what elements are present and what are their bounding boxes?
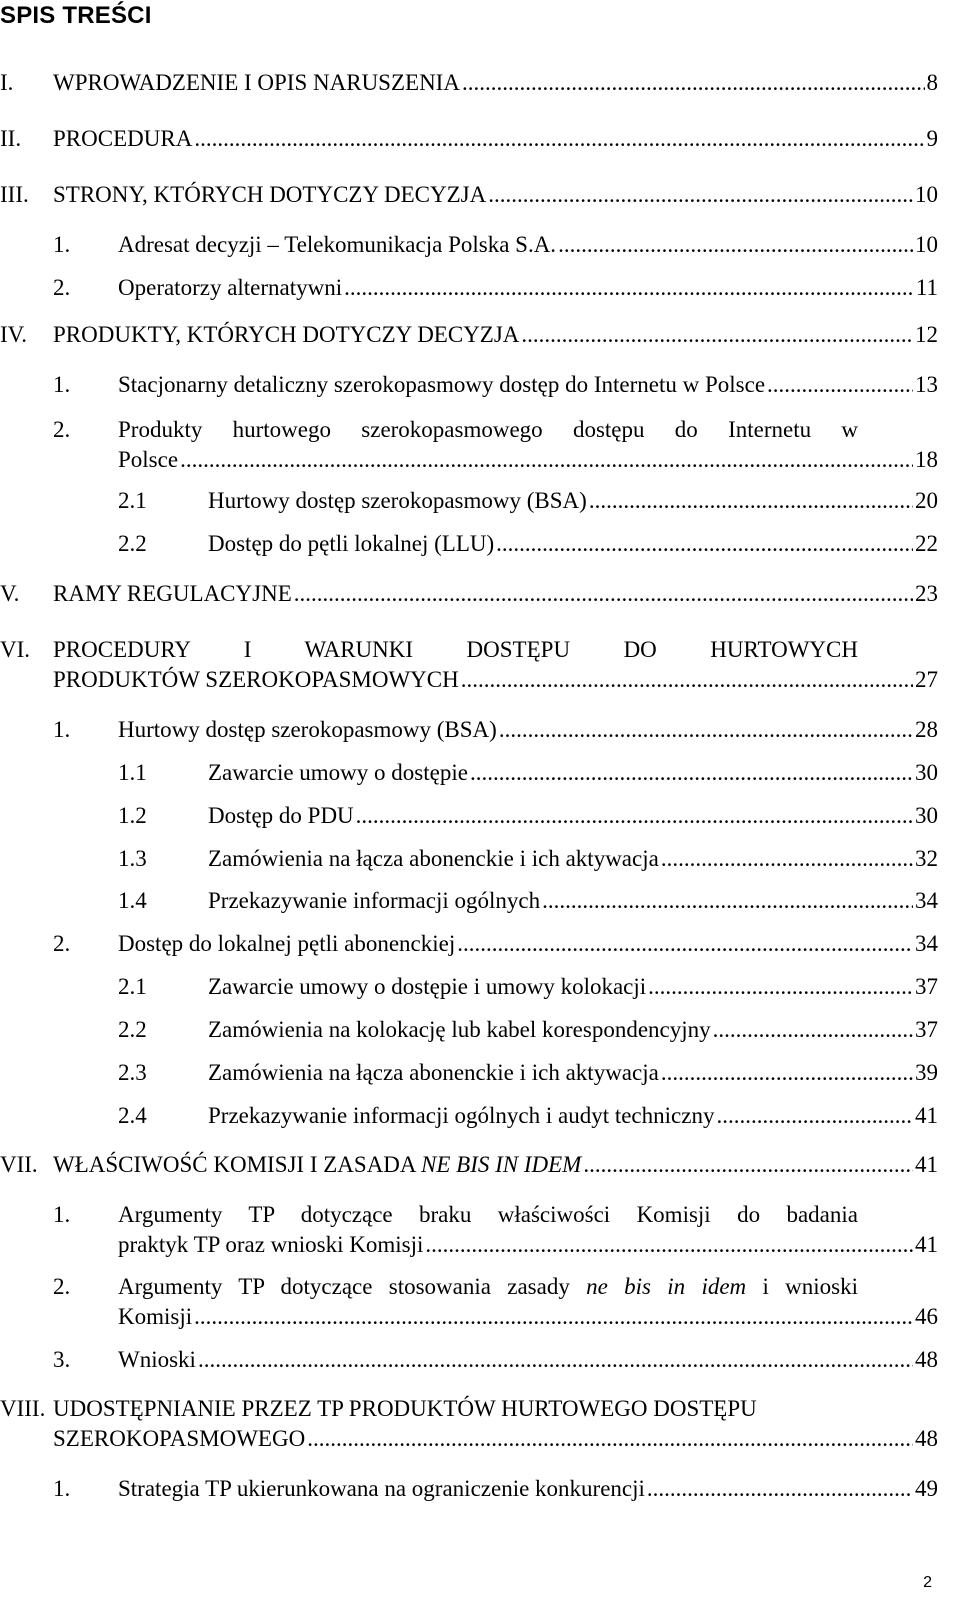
toc-number: 2.2 — [118, 1017, 147, 1042]
toc-page: 37 — [915, 1017, 938, 1042]
toc-title-continued: PRODUKTÓW SZEROKOPASMOWYCH — [53, 667, 459, 692]
toc-page: 41 — [915, 1152, 938, 1177]
toc-number: 2.2 — [118, 531, 147, 556]
toc-leader — [499, 715, 913, 745]
toc-leader — [470, 758, 913, 788]
toc-title: Zawarcie umowy o dostępie i umowy kolokacji — [208, 974, 647, 999]
toc-page: 20 — [915, 488, 938, 513]
toc-page: 18 — [915, 447, 938, 472]
toc-entry[interactable] — [0, 1394, 938, 1456]
toc-number: 1. — [53, 1202, 71, 1227]
toc-title: Stacjonarny detaliczny szerokopasmowy dostęp do Internetu w Polsce — [118, 372, 766, 397]
toc-number: VII. — [0, 1152, 38, 1177]
toc-number: 1. — [53, 372, 71, 397]
toc-leader — [198, 1345, 913, 1375]
toc-page: 9 — [926, 126, 938, 151]
toc-number: 1.1 — [118, 760, 147, 785]
toc-entry[interactable] — [53, 1272, 938, 1334]
toc-number: 1.2 — [118, 803, 147, 828]
toc-number: III. — [0, 182, 29, 207]
toc-leader — [542, 886, 913, 916]
toc-title — [118, 1272, 858, 1302]
toc-page: 48 — [915, 1347, 938, 1372]
toc-number: 2.3 — [118, 1060, 147, 1085]
toc-title-plain: Argumenty TP dotyczące stosowania zasady — [118, 1274, 587, 1299]
toc-title: Strategia TP ukierunkowana na ograniczenie konkurencji — [118, 1476, 645, 1501]
toc-leader — [180, 445, 913, 475]
toc-leader — [344, 273, 914, 303]
toc-title: Dostęp do pętli lokalnej (LLU) — [208, 531, 495, 556]
toc-leader — [356, 801, 913, 831]
toc-leader — [425, 1230, 913, 1260]
toc-title: Produkty hurtowego szerokopasmowego dostępu do Internetu w — [118, 417, 858, 442]
toc-page: 11 — [915, 275, 938, 300]
toc-leader — [661, 1058, 913, 1088]
toc-title: Zamówienia na kolokację lub kabel korespondencyjny — [208, 1017, 711, 1042]
toc-page: 41 — [915, 1232, 938, 1257]
toc-page: 30 — [915, 760, 938, 785]
toc-title: Dostęp do lokalnej pętli abonenckiej — [118, 931, 456, 956]
toc-number: 2.1 — [118, 974, 147, 999]
toc-entry[interactable] — [53, 1200, 938, 1262]
toc-number: I. — [0, 70, 14, 95]
toc-title: Dostęp do PDU — [208, 803, 354, 828]
toc-number: V. — [0, 581, 20, 606]
toc-title: Zawarcie umowy o dostępie — [208, 760, 468, 785]
toc-title: Przekazywanie informacji ogólnych i audyt techniczny — [208, 1103, 715, 1128]
toc-leader — [307, 1424, 913, 1454]
toc-entry[interactable] — [0, 635, 938, 697]
toc-number: 1. — [53, 232, 71, 257]
toc-title: Zamówienia na łącza abonenckie i ich aktywacja — [208, 846, 659, 871]
toc-number: 1. — [53, 717, 71, 742]
toc-number: 2.1 — [118, 488, 147, 513]
toc-title-italic: NE BIS IN IDEM — [421, 1152, 582, 1177]
toc-leader — [194, 1302, 913, 1332]
toc-number: 1.4 — [118, 888, 147, 913]
toc-leader — [496, 529, 913, 559]
toc-leader — [648, 972, 913, 1002]
toc-title: Argumenty TP dotyczące braku właściwości Komisji do badania — [118, 1202, 858, 1227]
toc-page: 39 — [915, 1060, 938, 1085]
toc-leader — [647, 1474, 913, 1504]
toc-leader — [462, 68, 925, 98]
toc-page: 46 — [915, 1304, 938, 1329]
toc-title: WPROWADZENIE I OPIS NARUSZENIA — [53, 70, 460, 95]
toc-page: 37 — [915, 974, 938, 999]
toc-page: 48 — [915, 1426, 938, 1451]
toc-number: 1.3 — [118, 846, 147, 871]
toc-leader — [558, 230, 913, 260]
toc-number: VI. — [0, 637, 31, 662]
toc-number: 2.4 — [118, 1103, 147, 1128]
toc-number: 1. — [53, 1476, 71, 1501]
toc-page: 8 — [926, 70, 938, 95]
toc-leader — [461, 665, 913, 695]
toc-number: 2. — [53, 417, 71, 442]
toc-leader — [194, 124, 924, 154]
toc-leader — [583, 1150, 913, 1180]
toc-number: 2. — [53, 275, 71, 300]
toc-leader — [589, 486, 913, 516]
toc-page: 30 — [915, 803, 938, 828]
toc-title: Hurtowy dostęp szerokopasmowy (BSA) — [208, 488, 587, 513]
toc-leader — [488, 180, 913, 210]
toc-title: RAMY REGULACYJNE — [53, 581, 292, 606]
toc-page: 22 — [915, 531, 938, 556]
toc-leader — [457, 929, 913, 959]
toc-page: 10 — [915, 182, 938, 207]
toc-title-continued: Polsce — [118, 447, 179, 472]
toc-title: Zamówienia na łącza abonenckie i ich aktywacja — [208, 1060, 659, 1085]
toc-page: 27 — [915, 667, 938, 692]
toc-title: Hurtowy dostęp szerokopasmowy (BSA) — [118, 717, 497, 742]
toc-page: 10 — [915, 232, 938, 257]
toc-leader — [521, 320, 913, 350]
toc-title: Adresat decyzji – Telekomunikacja Polska S.A. — [118, 232, 557, 257]
toc-title-plain: WŁAŚCIWOŚĆ KOMISJI I ZASADA — [53, 1152, 422, 1177]
toc-title: Operatorzy alternatywni — [118, 275, 343, 300]
toc-number: 2. — [53, 1274, 71, 1299]
toc-title-plain: i wnioski — [746, 1274, 858, 1299]
footer-page-number: 2 — [923, 1574, 932, 1591]
toc-number: VIII. — [0, 1396, 46, 1421]
toc-entry[interactable] — [53, 415, 938, 477]
toc-title: PRODUKTY, KTÓRYCH DOTYCZY DECYZJA — [53, 322, 520, 347]
toc-title: PROCEDURA — [53, 126, 193, 151]
toc-number: 3. — [53, 1347, 71, 1372]
toc-title: PROCEDURY I WARUNKI DOSTĘPU DO HURTOWYCH — [53, 637, 858, 662]
toc-leader — [294, 579, 913, 609]
toc-page: 12 — [915, 322, 938, 347]
toc-page: 13 — [915, 372, 938, 397]
toc-leader — [713, 1015, 913, 1045]
toc-page: 49 — [915, 1476, 938, 1501]
toc-title: Wnioski — [118, 1347, 196, 1372]
toc-page: 41 — [915, 1103, 938, 1128]
toc-title: STRONY, KTÓRYCH DOTYCZY DECYZJA — [53, 182, 487, 207]
toc-number: 2. — [53, 931, 71, 956]
toc-title-continued: Komisji — [118, 1304, 193, 1329]
toc-heading: SPIS TREŚCI — [0, 2, 152, 29]
toc-title: UDOSTĘPNIANIE PRZEZ TP PRODUKTÓW HURTOWEGO DOSTĘPU — [53, 1396, 757, 1421]
toc-number: IV. — [0, 322, 28, 347]
toc-number: II. — [0, 126, 22, 151]
toc-title: Przekazywanie informacji ogólnych — [208, 888, 541, 913]
toc-title-continued: SZEROKOPASMOWEGO — [53, 1426, 306, 1451]
toc-page: 34 — [915, 931, 938, 956]
toc-leader — [661, 844, 913, 874]
toc-page: 28 — [915, 717, 938, 742]
toc-title-continued: praktyk TP oraz wnioski Komisji — [118, 1232, 424, 1257]
toc-leader — [767, 370, 913, 400]
toc-title — [53, 1150, 581, 1180]
toc-page: 23 — [915, 581, 938, 606]
toc-page: 32 — [915, 846, 938, 871]
toc-page: 34 — [915, 888, 938, 913]
toc-leader — [716, 1101, 913, 1131]
toc-title-italic: ne bis in idem — [586, 1274, 747, 1299]
